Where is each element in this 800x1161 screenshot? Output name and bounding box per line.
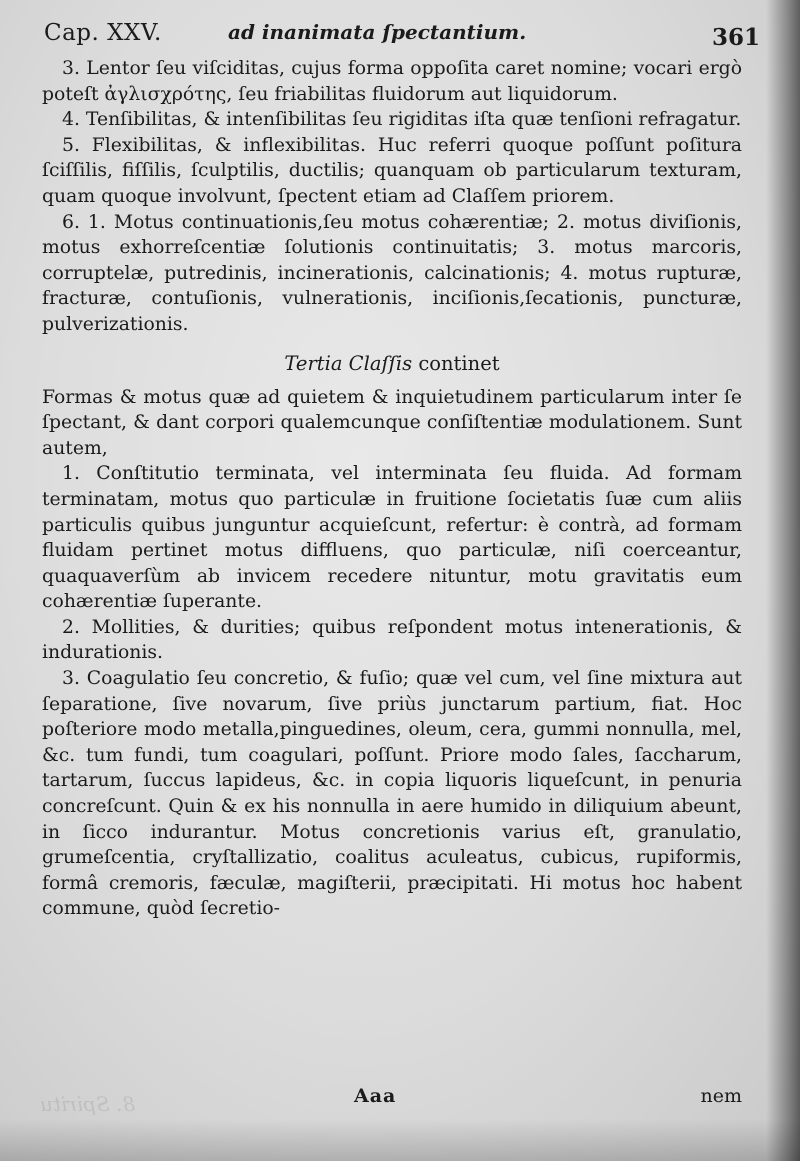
paragraph-constitutio: 1. Conſtitutio terminata, vel interminata ſeu fluida. Ad formam terminatam, motus quo particulæ in fruitione ſocietatis ſuæ cum aliis particulis quibus junguntur acquieſcunt, refertur: è contrà, ad formam fluidam pertinet motus diffluens, quo particulæ, niſi coerceantur, quaquaverſùm ab invicem recedere nituntur, motu gravitatis eum cohærentiæ ſuperante. (42, 463, 742, 613)
catchword: nem (700, 1085, 742, 1107)
gutter-shadow (766, 0, 800, 1161)
signature-mark: Aaa (354, 1085, 397, 1107)
page-number: 361 (711, 24, 760, 51)
paragraph-formas: Formas & motus quæ ad quietem & inquietudinem particularum inter ſe ſpectant, & dant corpori qualemcunque conſiſtentiæ modulationem. Sunt autem, (42, 386, 742, 459)
paragraph-coagulatio: 3. Coagulatio ſeu concretio, & fuſio; quæ vel cum, vel ſine mixtura aut ſeparatione, ſive novarum, ſive priùs junctarum partium, fiat. Hoc poſteriore modo metalla,pinguedines, oleum, cera, gummi nonnulla, mel, &c. tum fundi, tum coagulari, poſſunt. Priore modo ſales, ſaccharum, tartarum, ſuccus lapideus, &c. in copia liquoris liqueſcunt, in penuria concreſcunt. Quin & ex his nonnulla in aere humido in diliquium abeunt, in ſicco indurantur. Motus concretionis varius eſt, granulatio, grumeſcentia, cryſtallizatio, coalitus aculeatus, cubicus, rupiformis, formâ cremoris, fæculæ, magiſterii, præcipitati. Hi motus hoc habent commune, quòd ſecretio- (42, 668, 742, 920)
section-heading-italic: Tertia Claſſis (284, 351, 413, 375)
running-title: ad inanimata ſpectantium. (228, 20, 527, 44)
section-heading-rest: continet (412, 351, 500, 375)
paragraph-lentor: 3. Lentor ſeu viſciditas, cujus forma oppoſita caret nomine; vocari ergò poteſt ἀγλισχρότης, ſeu friabilitas fluidorum aut liquidorum. (42, 58, 742, 105)
page-footer (42, 1085, 742, 1113)
bleed-through-text: 8. Spiritu (40, 1092, 136, 1116)
running-head (44, 14, 774, 51)
chapter-label: Cap. XXV. (44, 20, 162, 46)
paragraph-motus-continuationis: 6. 1. Motus continuationis,ſeu motus cohærentiæ; 2. motus diviſionis, motus exhorreſcentiæ ſolutionis continuitatis; 3. motus marcoris, corruptelæ, putredinis, incinerationis, calcinationis; 4. motus rupturæ, fracturæ, contuſionis, vulnerationis, inciſionis,ſecationis, puncturæ, pulverizationis. (42, 211, 742, 335)
paragraph-tensibilitas: 4. Tenſibilitas, & intenſibilitas ſeu rigiditas iſta quæ tenſioni refragatur. (62, 109, 742, 131)
bottom-shadow (0, 1119, 800, 1161)
body-text (42, 56, 742, 922)
section-heading (42, 351, 742, 377)
paragraph-flexibilitas: 5. Flexibilitas, & inflexibilitas. Huc referri quoque poſſunt poſitura ſciſſilis, fiſſilis, ſculptilis, ductilis; quanquam ob particularum texturam, quam quoque involvunt, ſpectent etiam ad Claſſem priorem. (42, 134, 742, 207)
paragraph-mollities: 2. Mollities, & durities; quibus reſpondent motus intenerationis, & indurationis. (42, 616, 742, 664)
